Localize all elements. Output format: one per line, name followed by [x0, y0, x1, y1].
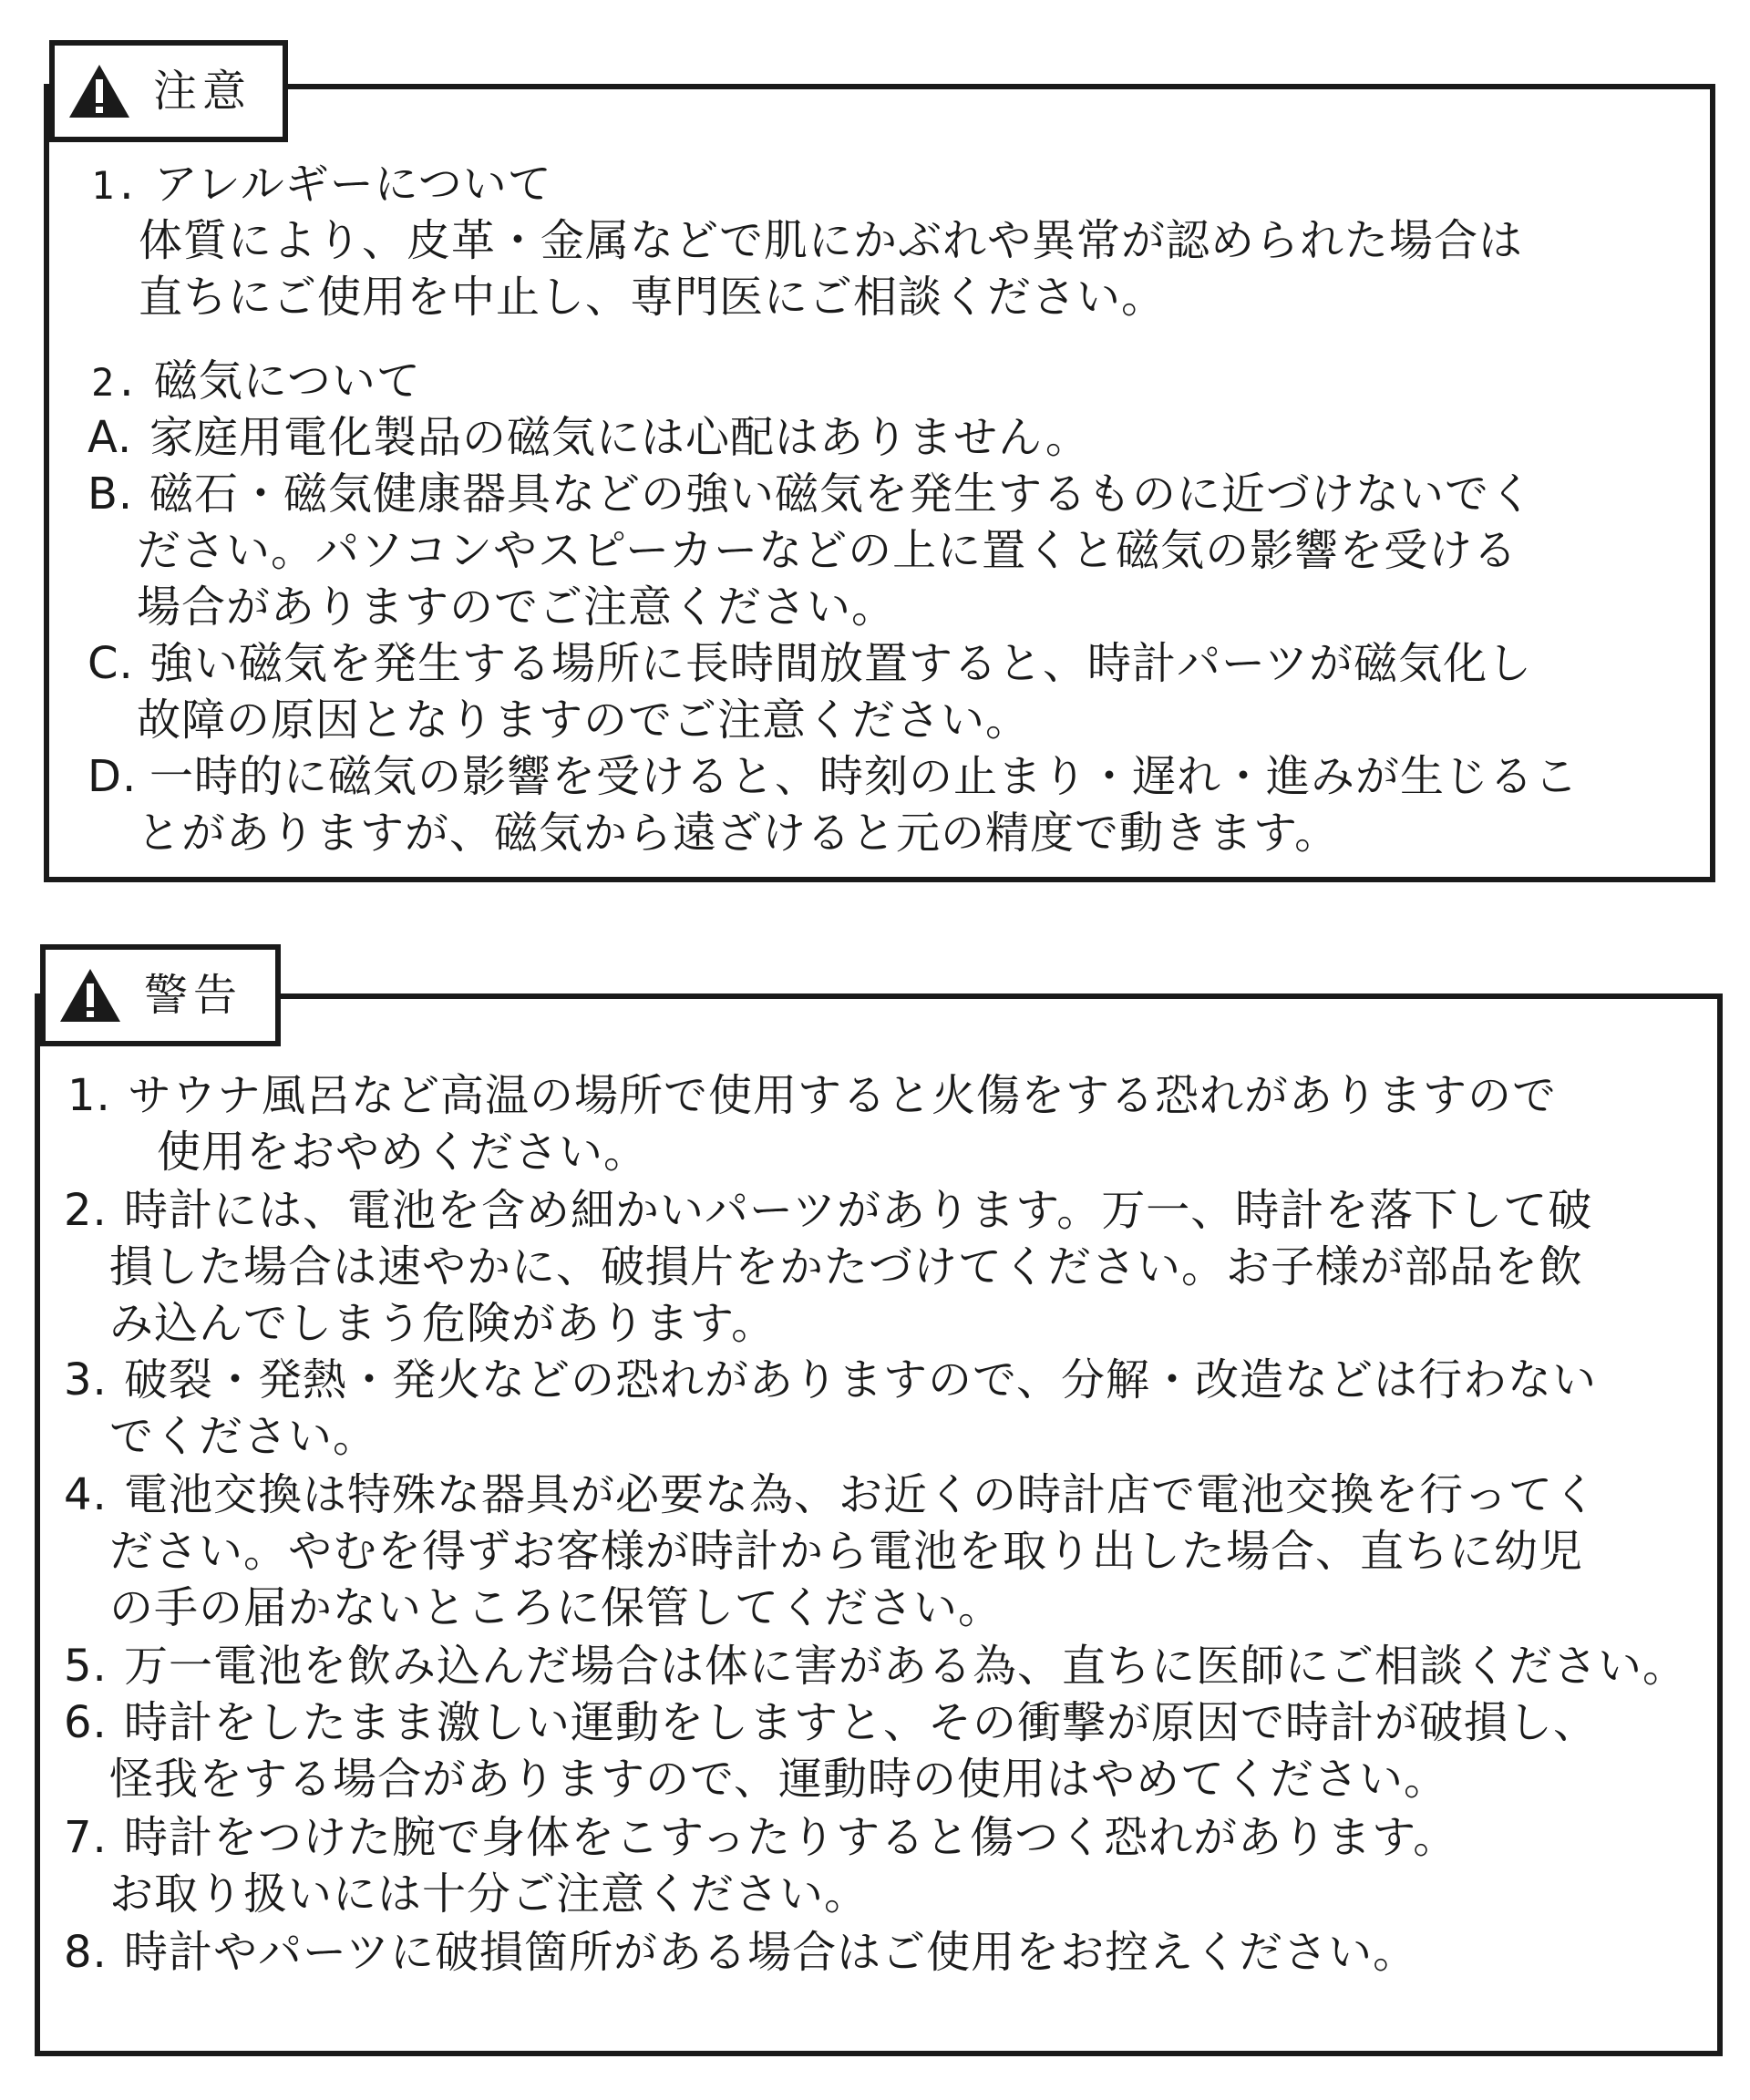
- warning-item-text: の手の届かないところに保管してください。: [109, 1582, 1004, 1633]
- warning-item-text: 怪我をする場合がありますので、運動時の使用はやめてください。: [109, 1754, 1449, 1805]
- warning-title: 警告: [144, 970, 243, 1021]
- caution-item-text: 場合がありますのでご注意ください。: [137, 582, 897, 633]
- warning-item-text: お取り扱いには十分ご注意ください。: [109, 1868, 870, 1920]
- caution-item-text: とがありますが、磁気から遠ざけると元の精度で動きます。: [137, 808, 1340, 859]
- caution-item-text: ださい。パソコンやスピーカーなどの上に置くと磁気の影響を受ける: [137, 525, 1518, 576]
- caution-text-line: 体質により、皮革・金属などで肌にかぶれや異常が認められた場合は: [139, 215, 1524, 266]
- warning-item-label: 4.: [64, 1469, 108, 1520]
- warning-item-text: サウナ風呂など高温の場所で使用すると火傷をする恐れがありますので: [128, 1070, 1558, 1121]
- warning-item-text: ださい。やむを得ずお客様が時計から電池を取り出した場合、直ちに幼児: [109, 1526, 1584, 1577]
- caution-item-text: 磁石・磁気健康器具などの強い磁気を発生するものに近づけないでく: [149, 468, 1535, 520]
- caution-item-text: 一時的に磁気の影響を受けると、時刻の止まり・遅れ・進みが生じるこ: [149, 751, 1580, 802]
- warning-item-text: 損した場合は速やかに、破損片をかたづけてください。お子様が部品を飲: [109, 1241, 1584, 1292]
- caution-item-label: B.: [88, 468, 134, 520]
- warning-item-text: み込んでしまう危険があります。: [109, 1298, 777, 1349]
- warning-item-text: 時計やパーツに破損箇所がある場合はご使用をお控えください。: [124, 1927, 1418, 1978]
- caution-item-label: C.: [88, 638, 134, 689]
- caution-heading-2: 2. 磁気について: [91, 355, 421, 407]
- warning-item-label: 2.: [64, 1185, 108, 1236]
- warning-item-label: 6.: [64, 1697, 108, 1748]
- warning-item-label: 8.: [64, 1927, 108, 1978]
- warning-item-label: 3.: [64, 1354, 108, 1405]
- warning-item-text: 電池交換は特殊な器具が必要な為、お近くの時計店で電池交換を行ってく: [124, 1469, 1599, 1520]
- warning-item-text: 破裂・発熱・発火などの恐れがありますので、分解・改造などは行わない: [124, 1354, 1598, 1405]
- caution-title: 注意: [153, 66, 252, 117]
- caution-heading-1: 1. アレルギーについて: [91, 159, 552, 210]
- caution-item-label: D.: [88, 751, 138, 802]
- warning-item-text: 万一電池を飲み込んだ場合は体に害がある為、直ちに医師にご相談ください。: [124, 1641, 1688, 1692]
- warning-triangle-icon: [67, 63, 131, 119]
- warning-item-text: でください。: [109, 1411, 378, 1462]
- warning-item-text: 時計をつけた腕で身体をこすったりすると傷つく恐れがあります。: [124, 1812, 1458, 1863]
- caution-text-line: 直ちにご使用を中止し、専門医にご相談ください。: [139, 272, 1167, 323]
- warning-item-label: 5.: [64, 1641, 108, 1692]
- warning-item-text: 時計には、電池を含め細かいパーツがあります。万一、時計を落下して破: [124, 1185, 1593, 1236]
- warning-item-text: 使用をおやめください。: [157, 1127, 649, 1178]
- warning-item-label: 1.: [67, 1070, 111, 1121]
- warning-item-text: 時計をしたまま激しい運動をしますと、その衝撃が原因で時計が破損し、: [124, 1697, 1599, 1748]
- caution-item-label: A.: [88, 412, 133, 463]
- caution-item-text: 家庭用電化製品の磁気には心配はありません。: [149, 412, 1090, 463]
- caution-item-text: 強い磁気を発生する場所に長時間放置すると、時計パーツが磁気化し: [149, 638, 1533, 689]
- warning-triangle-icon: [58, 967, 122, 1024]
- warning-tab: [40, 944, 281, 1046]
- warning-item-label: 7.: [64, 1812, 108, 1863]
- caution-item-text: 故障の原因となりますのでご注意ください。: [137, 695, 1031, 746]
- caution-tab: [49, 40, 288, 142]
